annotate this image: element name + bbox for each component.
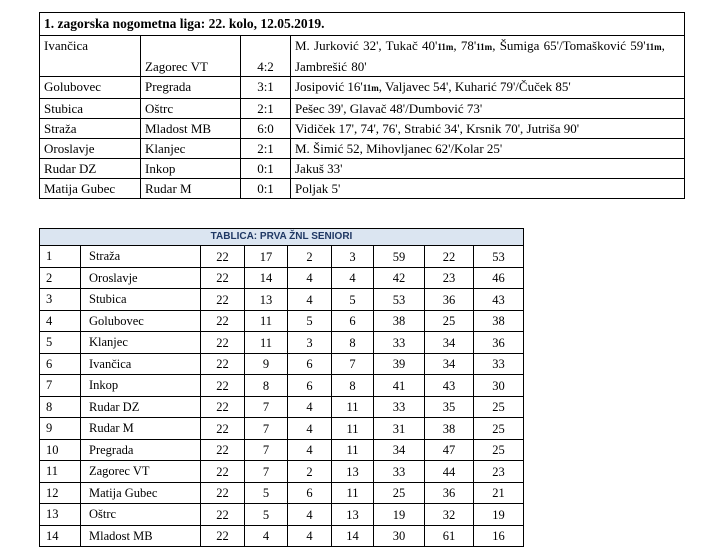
team-name-cell: Oroslavje <box>81 267 201 289</box>
played-cell: 22 <box>201 504 245 526</box>
standings-row <box>40 375 524 397</box>
team-name-cell: Inkop <box>81 375 201 397</box>
played-cell: 22 <box>201 482 245 504</box>
losses-cell: 8 <box>332 375 374 397</box>
played-cell: 22 <box>201 396 245 418</box>
draws-cell: 4 <box>288 418 332 440</box>
standings-row <box>40 267 524 289</box>
goals-against-cell: 34 <box>425 353 474 375</box>
losses-cell: 4 <box>332 267 374 289</box>
losses-cell: 14 <box>332 525 374 547</box>
wins-cell: 5 <box>245 482 288 504</box>
points-cell: 46 <box>474 267 524 289</box>
goals-for-cell: 59 <box>374 246 425 268</box>
home-team: Oroslavje <box>40 139 141 159</box>
draws-cell: 6 <box>288 482 332 504</box>
position-cell: 11 <box>40 461 81 483</box>
match-scorers: Jakuš 33' <box>291 159 685 179</box>
losses-cell: 7 <box>332 353 374 375</box>
goals-for-cell: 33 <box>374 332 425 354</box>
team-name-cell: Zagorec VT <box>81 461 201 483</box>
penalty-mark: 11m <box>476 42 493 52</box>
home-team: Golubovec <box>40 77 141 99</box>
wins-cell: 7 <box>245 439 288 461</box>
team-name-cell: Matija Gubec <box>81 482 201 504</box>
played-cell: 22 <box>201 375 245 397</box>
goals-for-cell: 25 <box>374 482 425 504</box>
wins-cell: 5 <box>245 504 288 526</box>
match-score: 0:1 <box>241 179 291 199</box>
position-cell: 12 <box>40 482 81 504</box>
match-scorers: Pešec 39', Glavač 48'/Dumbović 73' <box>291 99 685 119</box>
position-cell: 10 <box>40 439 81 461</box>
match-row <box>40 159 685 179</box>
team-name-cell: Rudar M <box>81 418 201 440</box>
scorers-text: 59' <box>630 38 646 53</box>
team-name-cell: Klanjec <box>81 332 201 354</box>
goals-against-cell: 35 <box>425 396 474 418</box>
goals-for-cell: 31 <box>374 418 425 440</box>
wins-cell: 8 <box>245 375 288 397</box>
home-team: Ivančica <box>40 36 141 77</box>
wins-cell: 4 <box>245 525 288 547</box>
standings-row <box>40 418 524 440</box>
position-cell: 14 <box>40 525 81 547</box>
home-team: Rudar DZ <box>40 159 141 179</box>
away-team: Pregrada <box>141 77 241 99</box>
home-team: Matija Gubec <box>40 179 141 199</box>
draws-cell: 5 <box>288 310 332 332</box>
standings-row <box>40 353 524 375</box>
draws-cell: 4 <box>288 396 332 418</box>
goals-against-cell: 36 <box>425 482 474 504</box>
match-row <box>40 36 685 77</box>
draws-cell: 4 <box>288 289 332 311</box>
points-cell: 30 <box>474 375 524 397</box>
played-cell: 22 <box>201 439 245 461</box>
played-cell: 22 <box>201 332 245 354</box>
match-row <box>40 179 685 199</box>
scorers-text: , Jambrešić 80' <box>295 38 665 74</box>
home-team: Stubica <box>40 99 141 119</box>
team-name-cell: Rudar DZ <box>81 396 201 418</box>
points-cell: 25 <box>474 418 524 440</box>
losses-cell: 11 <box>332 396 374 418</box>
draws-cell: 6 <box>288 375 332 397</box>
standings-row <box>40 525 524 547</box>
standings-row <box>40 332 524 354</box>
away-team: Klanjec <box>141 139 241 159</box>
goals-for-cell: 39 <box>374 353 425 375</box>
losses-cell: 11 <box>332 482 374 504</box>
match-row <box>40 77 685 99</box>
draws-cell: 4 <box>288 504 332 526</box>
penalty-mark: 11m <box>362 83 379 93</box>
penalty-mark: 11m <box>437 42 454 52</box>
played-cell: 22 <box>201 418 245 440</box>
position-cell: 9 <box>40 418 81 440</box>
goals-for-cell: 30 <box>374 525 425 547</box>
team-name-cell: Pregrada <box>81 439 201 461</box>
goals-for-cell: 34 <box>374 439 425 461</box>
goals-against-cell: 32 <box>425 504 474 526</box>
played-cell: 22 <box>201 289 245 311</box>
goals-against-cell: 23 <box>425 267 474 289</box>
played-cell: 22 <box>201 310 245 332</box>
goals-for-cell: 41 <box>374 375 425 397</box>
match-scorers: Poljak 5' <box>291 179 685 199</box>
standings-title: TABLICA: PRVA ŽNL SENIORI <box>40 229 524 246</box>
position-cell: 8 <box>40 396 81 418</box>
penalty-mark: 11m <box>645 42 662 52</box>
goals-for-cell: 19 <box>374 504 425 526</box>
standings-table <box>39 228 524 547</box>
team-name-cell: Stubica <box>81 289 201 311</box>
match-scorers: Vidiček 17', 74', 76', Strabić 34', Krsnik 70', Jutriša 90' <box>291 119 685 139</box>
losses-cell: 11 <box>332 439 374 461</box>
wins-cell: 7 <box>245 461 288 483</box>
goals-against-cell: 22 <box>425 246 474 268</box>
team-name-cell: Ivančica <box>81 353 201 375</box>
match-score: 0:1 <box>241 159 291 179</box>
goals-against-cell: 61 <box>425 525 474 547</box>
points-cell: 53 <box>474 246 524 268</box>
scorers-text: M. Jurković 32', Tukač 40' <box>295 38 438 53</box>
match-scorers: M. Šimić 52, Mihovljanec 62'/Kolar 25' <box>291 139 685 159</box>
standings-row <box>40 504 524 526</box>
away-team: Zagorec VT <box>141 36 241 77</box>
standings-row <box>40 246 524 268</box>
position-cell: 3 <box>40 289 81 311</box>
position-cell: 1 <box>40 246 81 268</box>
position-cell: 2 <box>40 267 81 289</box>
match-score: 4:2 <box>241 36 291 77</box>
points-cell: 23 <box>474 461 524 483</box>
goals-for-cell: 42 <box>374 267 425 289</box>
goals-against-cell: 43 <box>425 375 474 397</box>
goals-against-cell: 36 <box>425 289 474 311</box>
goals-for-cell: 53 <box>374 289 425 311</box>
home-team: Straža <box>40 119 141 139</box>
goals-against-cell: 25 <box>425 310 474 332</box>
match-score: 2:1 <box>241 99 291 119</box>
wins-cell: 7 <box>245 396 288 418</box>
played-cell: 22 <box>201 353 245 375</box>
standings-row <box>40 310 524 332</box>
wins-cell: 7 <box>245 418 288 440</box>
match-score: 6:0 <box>241 119 291 139</box>
wins-cell: 11 <box>245 332 288 354</box>
wins-cell: 17 <box>245 246 288 268</box>
scorers-text: Josipović 16' <box>295 79 363 94</box>
points-cell: 19 <box>474 504 524 526</box>
wins-cell: 9 <box>245 353 288 375</box>
match-score: 3:1 <box>241 77 291 99</box>
goals-against-cell: 38 <box>425 418 474 440</box>
wins-cell: 14 <box>245 267 288 289</box>
points-cell: 43 <box>474 289 524 311</box>
played-cell: 22 <box>201 267 245 289</box>
points-cell: 36 <box>474 332 524 354</box>
position-cell: 5 <box>40 332 81 354</box>
played-cell: 22 <box>201 525 245 547</box>
losses-cell: 8 <box>332 332 374 354</box>
scorers-text: , Valjavec 54', Kuharić 79'/Čuček 85' <box>378 79 571 94</box>
position-cell: 4 <box>40 310 81 332</box>
played-cell: 22 <box>201 461 245 483</box>
points-cell: 25 <box>474 396 524 418</box>
goals-against-cell: 47 <box>425 439 474 461</box>
standings-title-row <box>40 229 524 246</box>
scorers-text: 78' <box>460 38 477 53</box>
goals-for-cell: 33 <box>374 396 425 418</box>
goals-for-cell: 38 <box>374 310 425 332</box>
away-team: Oštrc <box>141 99 241 119</box>
draws-cell: 6 <box>288 353 332 375</box>
played-cell: 22 <box>201 246 245 268</box>
points-cell: 21 <box>474 482 524 504</box>
match-scorers: M. Jurković 32', Tukač 40'11m, 78'11m, Šumiga 65'/Tomašković 59'11m, Jambrešić 80' <box>291 36 685 77</box>
team-name-cell: Oštrc <box>81 504 201 526</box>
wins-cell: 13 <box>245 289 288 311</box>
position-cell: 6 <box>40 353 81 375</box>
draws-cell: 4 <box>288 525 332 547</box>
losses-cell: 13 <box>332 504 374 526</box>
points-cell: 25 <box>474 439 524 461</box>
team-name-cell: Mladost MB <box>81 525 201 547</box>
losses-cell: 5 <box>332 289 374 311</box>
standings-row <box>40 482 524 504</box>
draws-cell: 3 <box>288 332 332 354</box>
match-row <box>40 119 685 139</box>
wins-cell: 11 <box>245 310 288 332</box>
points-cell: 38 <box>474 310 524 332</box>
draws-cell: 2 <box>288 246 332 268</box>
scorers-text: , Šumiga 65'/Tomašković <box>492 38 626 53</box>
match-row <box>40 99 685 119</box>
match-scorers <box>291 77 685 99</box>
losses-cell: 6 <box>332 310 374 332</box>
team-name-cell: Straža <box>81 246 201 268</box>
draws-cell: 4 <box>288 439 332 461</box>
points-cell: 16 <box>474 525 524 547</box>
goals-against-cell: 44 <box>425 461 474 483</box>
goals-for-cell: 33 <box>374 461 425 483</box>
match-score: 2:1 <box>241 139 291 159</box>
losses-cell: 11 <box>332 418 374 440</box>
goals-against-cell: 34 <box>425 332 474 354</box>
away-team: Inkop <box>141 159 241 179</box>
standings-row <box>40 289 524 311</box>
away-team: Rudar M <box>141 179 241 199</box>
draws-cell: 2 <box>288 461 332 483</box>
standings-row <box>40 461 524 483</box>
results-title-row <box>40 13 685 36</box>
away-team: Mladost MB <box>141 119 241 139</box>
match-row <box>40 139 685 159</box>
position-cell: 7 <box>40 375 81 397</box>
results-table <box>39 12 685 199</box>
team-name-cell: Golubovec <box>81 310 201 332</box>
losses-cell: 13 <box>332 461 374 483</box>
position-cell: 13 <box>40 504 81 526</box>
points-cell: 33 <box>474 353 524 375</box>
draws-cell: 4 <box>288 267 332 289</box>
standings-row <box>40 439 524 461</box>
standings-row <box>40 396 524 418</box>
results-title: 1. zagorska nogometna liga: 22. kolo, 12.05.2019. <box>40 13 685 36</box>
losses-cell: 3 <box>332 246 374 268</box>
